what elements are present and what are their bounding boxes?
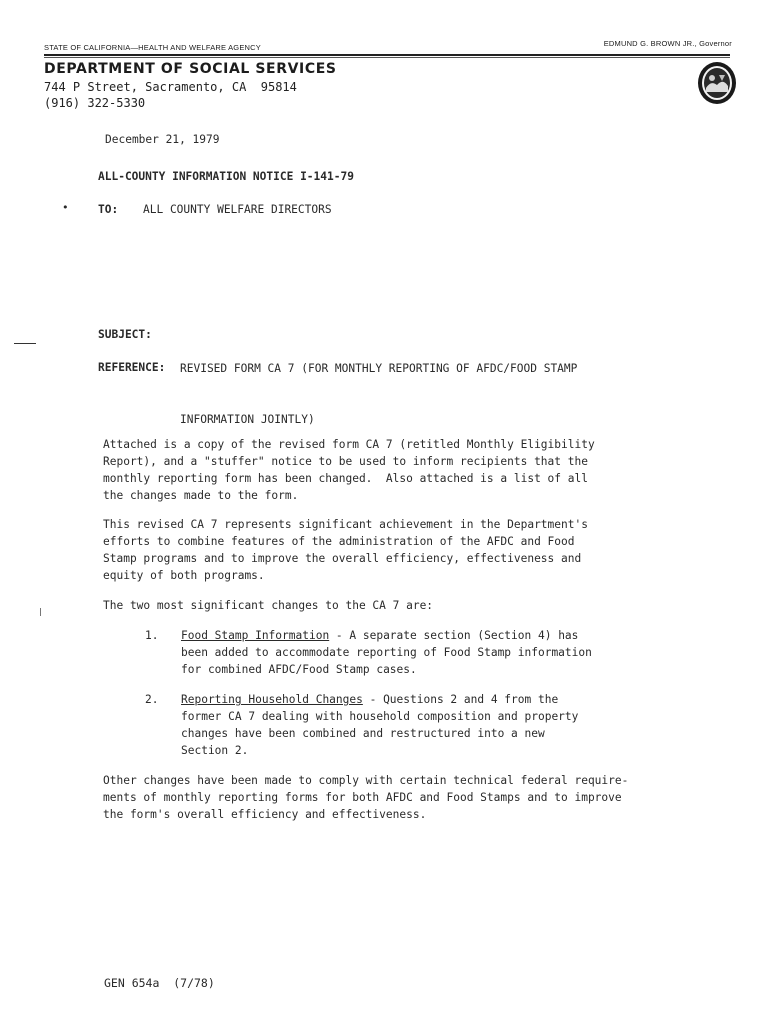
subject-label: SUBJECT: — [98, 328, 152, 341]
margin-tick — [40, 608, 41, 616]
margin-mark — [14, 343, 36, 344]
form-id: GEN 654a (7/78) — [104, 976, 215, 990]
paragraph-1 — [103, 436, 703, 504]
paragraph-line: ments of monthly reporting forms for both AFDC and Food Stamps and to improve — [103, 791, 622, 804]
paragraph-3 — [103, 597, 703, 614]
change-1-heading: Food Stamp Information — [181, 629, 330, 642]
change-2 — [181, 691, 661, 759]
to-value: ALL COUNTY WELFARE DIRECTORS — [143, 203, 332, 216]
paragraph-line: efforts to combine features of the administration of the AFDC and Food — [103, 535, 575, 548]
header-rule-thin — [44, 57, 730, 58]
change-2-rest: - Questions 2 and 4 from the — [362, 693, 559, 706]
change-1 — [181, 627, 661, 678]
paragraph-4 — [103, 772, 703, 823]
change-1-first-line — [181, 627, 661, 644]
change-line: changes have been combined and restructured into a new — [181, 727, 545, 740]
change-1-rest: - A separate section (Section 4) has — [329, 629, 579, 642]
paragraph-line: Attached is a copy of the revised form CA 7 (retitled Monthly Eligibility — [103, 438, 595, 451]
paragraph-line: the changes made to the form. — [103, 489, 299, 502]
change-2-number: 2. — [145, 693, 159, 706]
reference-label: REFERENCE: — [98, 361, 166, 374]
header-rule — [44, 54, 730, 56]
address-line-1: 744 P Street, Sacramento, CA 95814 — [44, 80, 297, 94]
letter-date: December 21, 1979 — [105, 133, 220, 146]
subject-line-1: REVISED FORM CA 7 (FOR MONTHLY REPORTING OF AFDC/FOOD STAMP — [180, 362, 578, 375]
change-line: for combined AFDC/Food Stamp cases. — [181, 663, 417, 676]
subject-line-2: INFORMATION JOINTLY) — [180, 413, 315, 426]
governor-line: EDMUND G. BROWN JR., Governor — [603, 39, 732, 48]
paragraph-2 — [103, 516, 703, 584]
notice-title: ALL-COUNTY INFORMATION NOTICE I-141-79 — [98, 170, 354, 183]
agency-line: STATE OF CALIFORNIA—HEALTH AND WELFARE AGENCY — [44, 43, 261, 52]
change-1-number: 1. — [145, 629, 159, 642]
paragraph-line: This revised CA 7 represents significant achievement in the Department's — [103, 518, 588, 531]
change-line: been added to accommodate reporting of Food Stamp information — [181, 646, 592, 659]
subject-value — [180, 326, 577, 445]
department-name: DEPARTMENT OF SOCIAL SERVICES — [44, 61, 337, 77]
to-label: TO: — [98, 203, 119, 216]
paragraph-line: The two most significant changes to the CA 7 are: — [103, 599, 434, 612]
paragraph-line: Report), and a "stuffer" notice to be used to inform recipients that the — [103, 455, 588, 468]
change-line: former CA 7 dealing with household composition and property — [181, 710, 579, 723]
paragraph-line: Other changes have been made to comply with certain technical federal require- — [103, 774, 629, 787]
paragraph-line: equity of both programs. — [103, 569, 265, 582]
change-2-first-line — [181, 691, 661, 708]
change-line: Section 2. — [181, 744, 249, 757]
paragraph-line: monthly reporting form has been changed. Also attached is a list of all — [103, 472, 588, 485]
address-line-2: (916) 322-5330 — [44, 96, 146, 110]
change-2-heading: Reporting Household Changes — [181, 693, 363, 706]
margin-dot: • — [62, 201, 69, 214]
paragraph-line: the form's overall efficiency and effectiveness. — [103, 808, 427, 821]
state-seal-icon — [697, 61, 737, 105]
paragraph-line: Stamp programs and to improve the overall efficiency, effectiveness and — [103, 552, 582, 565]
